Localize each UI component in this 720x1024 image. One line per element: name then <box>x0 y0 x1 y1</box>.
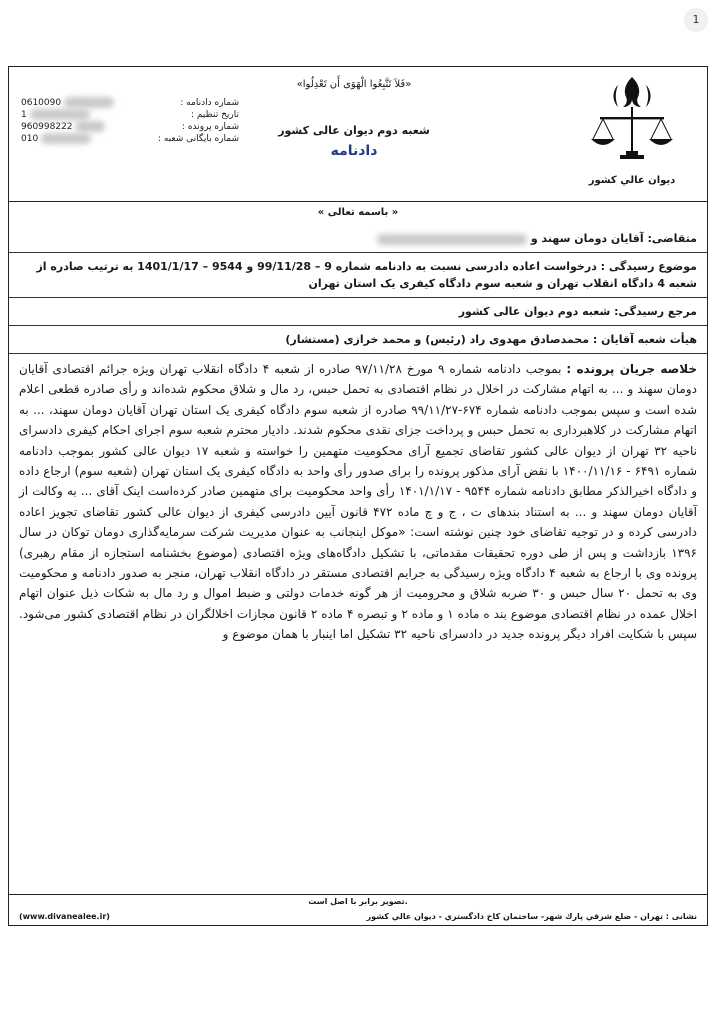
meta-value: 960998222 <box>21 122 73 132</box>
document-type: دادنامه <box>330 143 378 159</box>
subject-field: موضوع رسیدگی : درخواست اعاده دادرسی نسبت به دادنامه شماره 9 – 99/11/28 و 9544 – 1401/1/17 به ترتیب صادره از شعبه 4 دادگاه انقلاب تهران و شعبه سوم دادگاه کیفری یک استان تهران <box>36 260 697 290</box>
footer-line <box>19 912 697 921</box>
document-footer <box>9 894 707 925</box>
page-number-badge: 1 <box>684 8 708 32</box>
redaction-blur <box>41 133 91 144</box>
meta-row <box>21 97 239 109</box>
panel-field: هیأت شعبه آقایان : محمدصادق مهدوی راد (رئیس) و محمد خرازی (مستشار) <box>285 333 697 346</box>
authority-field: مرجع رسیدگی: شعبه دوم دیوان عالی کشور <box>458 305 697 318</box>
court-website: (www.divanealee.ir) <box>19 912 110 921</box>
meta-row <box>21 109 239 121</box>
meta-value: 1 <box>21 110 27 120</box>
summary-text: بموجب دادنامه شماره ۹ مورخ ۹۷/۱۱/۲۸ صادره از شعبه ۴ دادگاه انقلاب تهران ویژه جرائم اقتصادی آقایان دومان سهند و ... به اتهام مشارکت در اخلال در نظام اقتصادی به تحمل حبس، رد مال و شلاق محکوم شده‌اند و رأی صادره قطعی اعلام شده است و سپس بموجب دادنامه شماره ۶۷۴-۹۹/۱۱/۲۷ صادره از شعبه سوم دادگاه کیفری یک استان تهران آقایان دومان سهند، ... به اتهام مشارکت در کلاهبرداری به تحمل حبس و پرداخت جزای نقدی محکوم شدند. دادیار محترم شعبه سوم اجرای احکام کیفری دادسرای ناحیه ۳۲ تهران از دیوان عالی کشور تقاضای تجمیع آرای محکومیت متهمین را خواسته و شعبه ۱۷ دیوان عالی کشور بموجب دادنامه شماره ۶۴۹۱ - ۱۴۰۰/۱۱/۱۶ با نقض آرای مذکور پرونده را برای صدور رأی واحد به دادگاه کیفری یک استان تهران (شعبه سوم) ارجاع داده و دادگاه اخیرالذکر مطابق دادنامه شماره ۹۵۴۴ - ۱۴۰۱/۱/۱۷ رأی واحد محکومیت برای متهمین صادر کرده‌است اینک آقای ... به وکالت از آقایان دومان سهند و ... به استناد بندهای ت ، ج و چ ماده ۴۷۲ قانون آیین دادرسی کیفری از دیوان عالی کشور تقاضای تجویز اعاده دادرسی کرده و در توجیه تقاضای خود چنین نوشته است: «موکل اینجانب به عنوان مدیریت شرکت سرمایه‌گذاری دومان توکان در سال ۱۳۹۶ بازداشت و پس از طی دوره تحقیقات مقدماتی، با تشکیل دادگاه‌های ویژه اقتصادی (موضوع بخشنامه استجازه از مقام رهبری) پرونده وی با ارجاع به شعبه ۴ دادگاه ویژه رسیدگی به جرایم اقتصادی مستقر در دادگاه انقلاب تهران، منجر به صدور دادنامه و محکومیت وی به تحمل ۲۰ سال حبس و ۳۰ ضربه شلاق و محرومیت از هر گونه خدمات دولتی و ضبط اموال و رد مال به شکات ذیل عنوان اتهام اخلال عمده در نظام اقتصادی موضوع بند ه ماده ۱ و ماده ۲ و تبصره ۴ ماده ۲ قانون مجازات اخلالگران در نظام اقتصادی کشور می‌شود. سپس با شکایت افراد دیگر پرونده جدید در دادسرای ناحیه ۳۲ تشکیل اما اینبار با همان موضوع و <box>19 362 698 642</box>
case-metadata <box>21 97 239 145</box>
meta-label: تاریخ تنظیم : <box>191 110 239 120</box>
divider <box>9 252 707 253</box>
quran-verse: «فَلاَ تَتَّبِعُوا الْهَوَى أَن تَعْدِلُوا» <box>296 79 412 90</box>
court-verdict-document <box>8 66 708 926</box>
meta-label: شماره بایگانی شعبه : <box>157 134 239 144</box>
divider <box>9 353 707 354</box>
header-center <box>239 79 469 159</box>
bismillah: « باسمه تعالی » <box>317 207 399 218</box>
meta-label: شماره دادنامه : <box>180 98 239 108</box>
meta-row <box>21 121 239 133</box>
document-header <box>9 67 707 202</box>
court-emblem <box>577 73 687 186</box>
meta-value: 010 <box>21 134 39 144</box>
redaction-blur <box>377 234 527 245</box>
document-body <box>9 201 707 645</box>
redaction-blur <box>75 121 105 132</box>
court-address: نشانی : تهران - ضلع شرقي پارك شهر- ساختمان كاخ دادگستري - ديوان عالي كشور <box>366 912 697 921</box>
summary-title: خلاصه جریان پرونده : <box>566 362 697 376</box>
redaction-blur <box>64 97 114 108</box>
court-name: دیوان عالي كشور <box>588 175 676 186</box>
divider <box>9 325 707 326</box>
divider <box>9 297 707 298</box>
case-summary <box>9 359 707 645</box>
branch-title: شعبه دوم دیوان عالی کشور <box>278 124 430 137</box>
redaction-blur <box>30 109 90 120</box>
certified-copy-note: تصویر برابر با اصل است. <box>308 897 408 906</box>
scales-of-justice-icon <box>582 73 682 169</box>
meta-row <box>21 133 239 145</box>
meta-value: 0610090 <box>21 98 62 108</box>
applicants-text: متقاضی: آقایان دومان سهند و <box>530 232 697 245</box>
meta-label: شماره پرونده : <box>181 122 239 132</box>
applicants-field <box>9 230 707 247</box>
